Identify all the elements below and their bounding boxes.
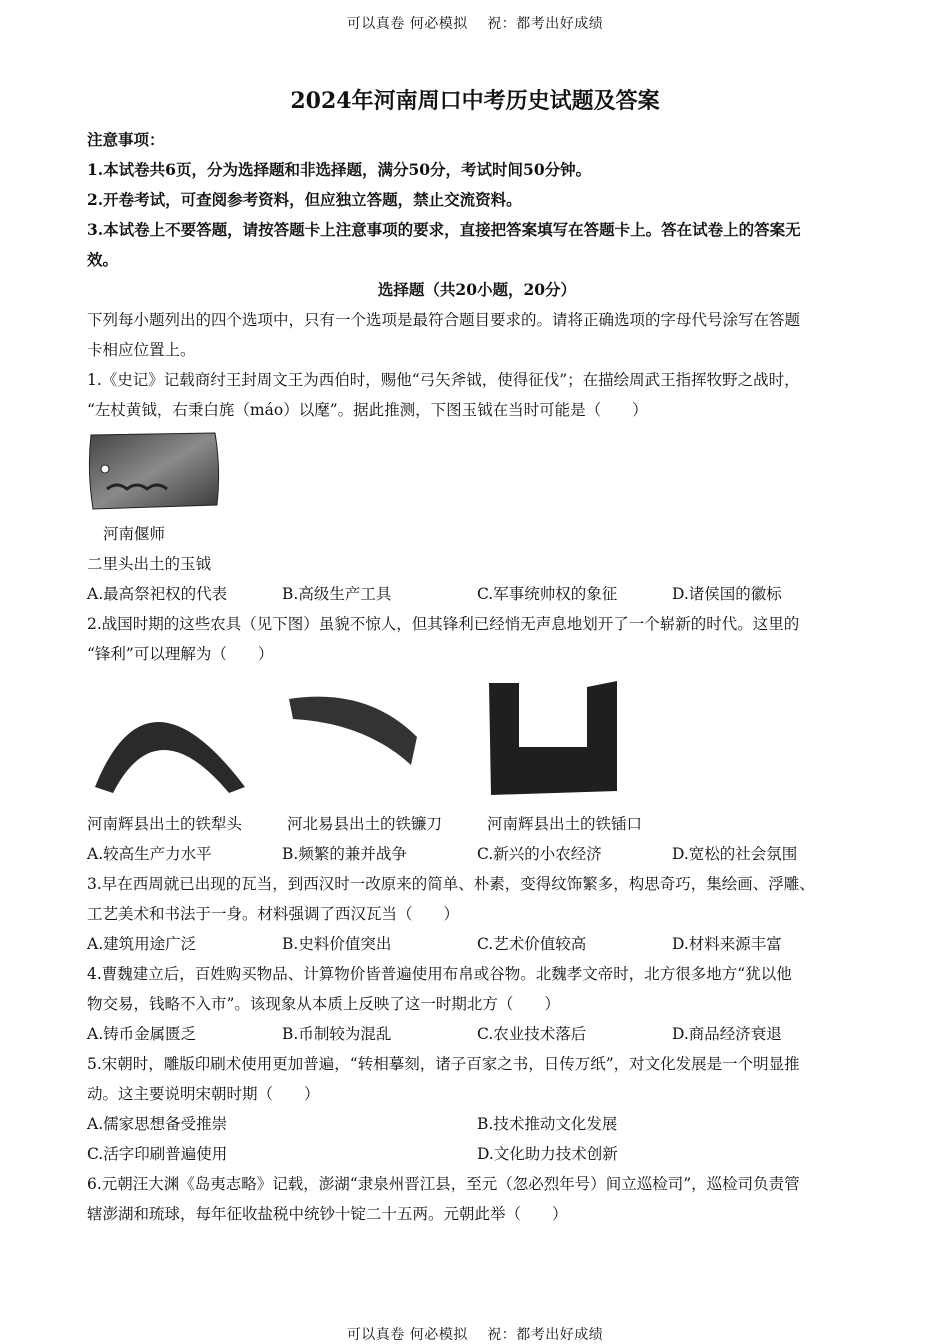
exam-content (87, 125, 867, 1229)
option-a: A.铸币金属匮乏 (87, 1025, 197, 1043)
option-c: C.活字印刷普遍使用 (87, 1145, 228, 1163)
question-2-stem: “锋利”可以理解为（ ） (87, 645, 274, 663)
option-b: B.高级生产工具 (282, 585, 392, 603)
question-5-options (87, 1109, 867, 1139)
question-2-options (87, 839, 867, 869)
notice-item: 1.本试卷共6页，分为选择题和非选择题，满分50分，考试时间50分钟。 (87, 160, 592, 179)
option-a: A.儒家思想备受推崇 (87, 1115, 228, 1133)
iron-sickle-icon (289, 697, 417, 765)
jade-yue-illustration (87, 429, 227, 517)
notice-item: 2.开卷考试，可查阅参考资料，但应独立答题，禁止交流资料。 (87, 190, 522, 209)
option-a: A.最高祭祀权的代表 (87, 585, 228, 603)
question-4-stem: 4.曹魏建立后，百姓购买物品、计算物价皆普遍使用布帛或谷物。北魏孝文帝时，北方很多地方“犹以他 (87, 965, 792, 983)
page-header: 可以真卷 何必模拟 祝：都考出好成绩 (346, 16, 604, 32)
question-1-caption: 河南偃师 (103, 525, 166, 543)
tool-caption: 河南辉县出土的铁犁头 (87, 815, 243, 833)
iron-plough-icon (95, 722, 245, 793)
option-c: C.军事统帅权的象征 (477, 585, 618, 603)
question-1-stem: 1.《史记》记载商纣王封周文王为西伯时，赐他“弓矢斧钺，使得征伐”；在描绘周武王指挥牧野之战时， (87, 371, 800, 389)
iron-tools-images (87, 677, 867, 809)
notice-item: 效。 (87, 250, 119, 269)
question-4-stem: 物交易，钱略不入市”。该现象从本质上反映了这一时期北方（ ） (87, 995, 560, 1013)
option-b: B.技术推动文化发展 (477, 1115, 618, 1133)
option-b: B.频繁的兼并战争 (282, 845, 407, 863)
section-intro: 下列每小题列出的四个选项中，只有一个选项是最符合题目要求的。请将正确选项的字母代号涂写在答题 (87, 311, 801, 329)
question-3-stem: 3.早在西周就已出现的瓦当，到西汉时一改原来的简单、朴素，变得纹饰繁多，构思奇巧，集绘画、浮雕、 (87, 875, 815, 893)
option-c: C.农业技术落后 (477, 1025, 587, 1043)
option-c: C.艺术价值较高 (477, 935, 587, 953)
tool-caption: 河北易县出土的铁镰刀 (287, 815, 443, 833)
iron-spade-icon (489, 681, 617, 795)
notice-item: 3.本试卷上不要答题，请按答题卡上注意事项的要求，直接把答案填写在答题卡上。答在试卷上的答案无 (87, 220, 801, 239)
question-3-options (87, 929, 867, 959)
option-d: D.商品经济衰退 (672, 1025, 782, 1043)
question-2-captions (87, 809, 867, 839)
question-4-options (87, 1019, 867, 1049)
option-d: D.文化助力技术创新 (477, 1145, 618, 1163)
question-5-stem: 5.宋朝时，雕版印刷术使用更加普遍，“转相摹刻，诸子百家之书，日传万纸”，对文化发展是一个明显推 (87, 1055, 800, 1073)
section-intro: 卡相应位置上。 (87, 341, 196, 359)
option-a: A.较高生产力水平 (87, 845, 212, 863)
option-a: A.建筑用途广泛 (87, 935, 197, 953)
question-6-stem: 6.元朝汪大渊《岛夷志略》记载，澎湖“隶泉州晋江县，至元（忽必烈年号）间立巡检司”，巡检司负责管 (87, 1175, 800, 1193)
jade-yue-image (87, 429, 867, 519)
option-c: C.新兴的小农经济 (477, 845, 602, 863)
question-2-stem: 2.战国时期的这些农具（见下图）虽貌不惊人，但其锋利已经悄无声息地划开了一个崭新的时代。这里的 (87, 615, 800, 633)
tool-caption: 河南辉县出土的铁锸口 (487, 815, 643, 833)
question-5-options (87, 1139, 867, 1169)
question-6-stem: 辖澎湖和琉球，每年征收盐税中统钞十锭二十五两。元朝此举（ ） (87, 1205, 568, 1223)
option-b: B.史料价值突出 (282, 935, 392, 953)
question-1-options (87, 579, 867, 609)
iron-tools-illustration (87, 677, 867, 807)
question-3-stem: 工艺美术和书法于一身。材料强调了西汉瓦当（ ） (87, 905, 460, 923)
option-d: D.宽松的社会氛围 (672, 845, 798, 863)
question-1-caption: 二里头出土的玉钺 (87, 555, 212, 573)
option-d: D.材料来源丰富 (672, 935, 782, 953)
option-d: D.诸侯国的徽标 (672, 585, 782, 603)
question-5-stem: 动。这主要说明宋朝时期（ ） (87, 1085, 320, 1103)
option-b: B.币制较为混乱 (282, 1025, 392, 1043)
page-title: 2024年河南周口中考历史试题及答案 (290, 88, 660, 114)
notice-heading: 注意事项： (87, 130, 165, 149)
page-footer: 可以真卷 何必模拟 祝：都考出好成绩 (346, 1327, 604, 1343)
question-1-stem: “左杖黄钺，右秉白旄（máo）以麾”。据此推测，下图玉钺在当时可能是（ ） (87, 401, 648, 419)
section-heading: 选择题（共20小题，20分） (377, 280, 577, 299)
